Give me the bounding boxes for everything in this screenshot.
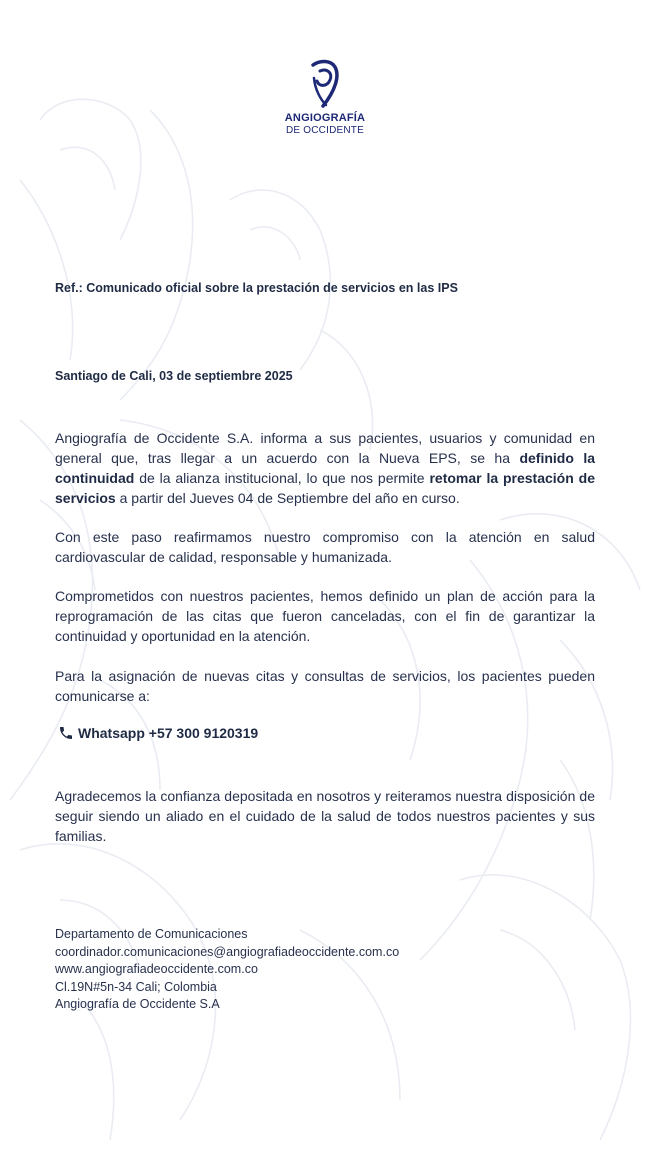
- phone-icon: [58, 725, 74, 741]
- whatsapp-number: Whatsapp +57 300 9120319: [78, 725, 259, 741]
- paragraph-action-plan: Comprometidos con nuestros pacientes, hemos definido un plan de acción para la reprogramación de las citas que fueron canceladas, con el fin de garantizar la continuidad y oportunidad en la atención.: [55, 588, 595, 644]
- company-logo: [0, 58, 650, 136]
- footer-address: Cl.19N#5n-34 Cali; Colombia: [55, 979, 217, 994]
- p1-text-1: Angiografía de Occidente S.A. informa a sus pacientes, usuarios y comunidad en general que, tras llegar a un acuerdo con la Nueva EPS, se ha: [55, 430, 595, 466]
- paragraph-contact-intro: Para la asignación de nuevas citas y consultas de servicios, los pacientes pueden comunicarse a:: [55, 668, 595, 704]
- logo-subname: DE OCCIDENTE: [286, 125, 364, 136]
- footer-signature: [55, 926, 399, 1014]
- date-line: Santiago de Cali, 03 de septiembre 2025: [55, 369, 293, 383]
- paragraph-closing: Agradecemos la confianza depositada en nosotros y reiteramos nuestra disposición de seguir siendo un aliado en el cuidado de la salud de todos nuestros pacientes y sus familias.: [55, 788, 595, 844]
- whatsapp-contact[interactable]: [58, 725, 258, 741]
- footer-email[interactable]: coordinador.comunicaciones@angiografiadeoccidente.com.co: [55, 944, 400, 959]
- p1-bold-2: retomar la prestación de servicios: [55, 470, 595, 506]
- reference-line: Ref.: Comunicado oficial sobre la prestación de servicios en las IPS: [55, 281, 458, 295]
- paragraph-commitment: Con este paso reafirmamos nuestro compromiso con la atención en salud cardiovascular de calidad, responsable y humanizada.: [55, 529, 595, 565]
- footer-company: Angiografía de Occidente S.A: [55, 997, 220, 1011]
- p1-text-3: a partir del Jueves 04 de Septiembre del año en curso.: [115, 490, 460, 506]
- footer-website[interactable]: www.angiografiadeoccidente.com.co: [55, 962, 258, 976]
- logo-name: ANGIOGRAFÍA: [284, 112, 366, 124]
- logo-emblem-icon: [307, 58, 343, 108]
- footer-department: Departamento de Comunicaciones: [55, 927, 248, 941]
- p1-text-2: de la alianza institucional, lo que nos permite: [134, 470, 430, 486]
- paragraph-announcement: [55, 428, 595, 508]
- p1-bold-1: definido la continuidad: [55, 450, 596, 486]
